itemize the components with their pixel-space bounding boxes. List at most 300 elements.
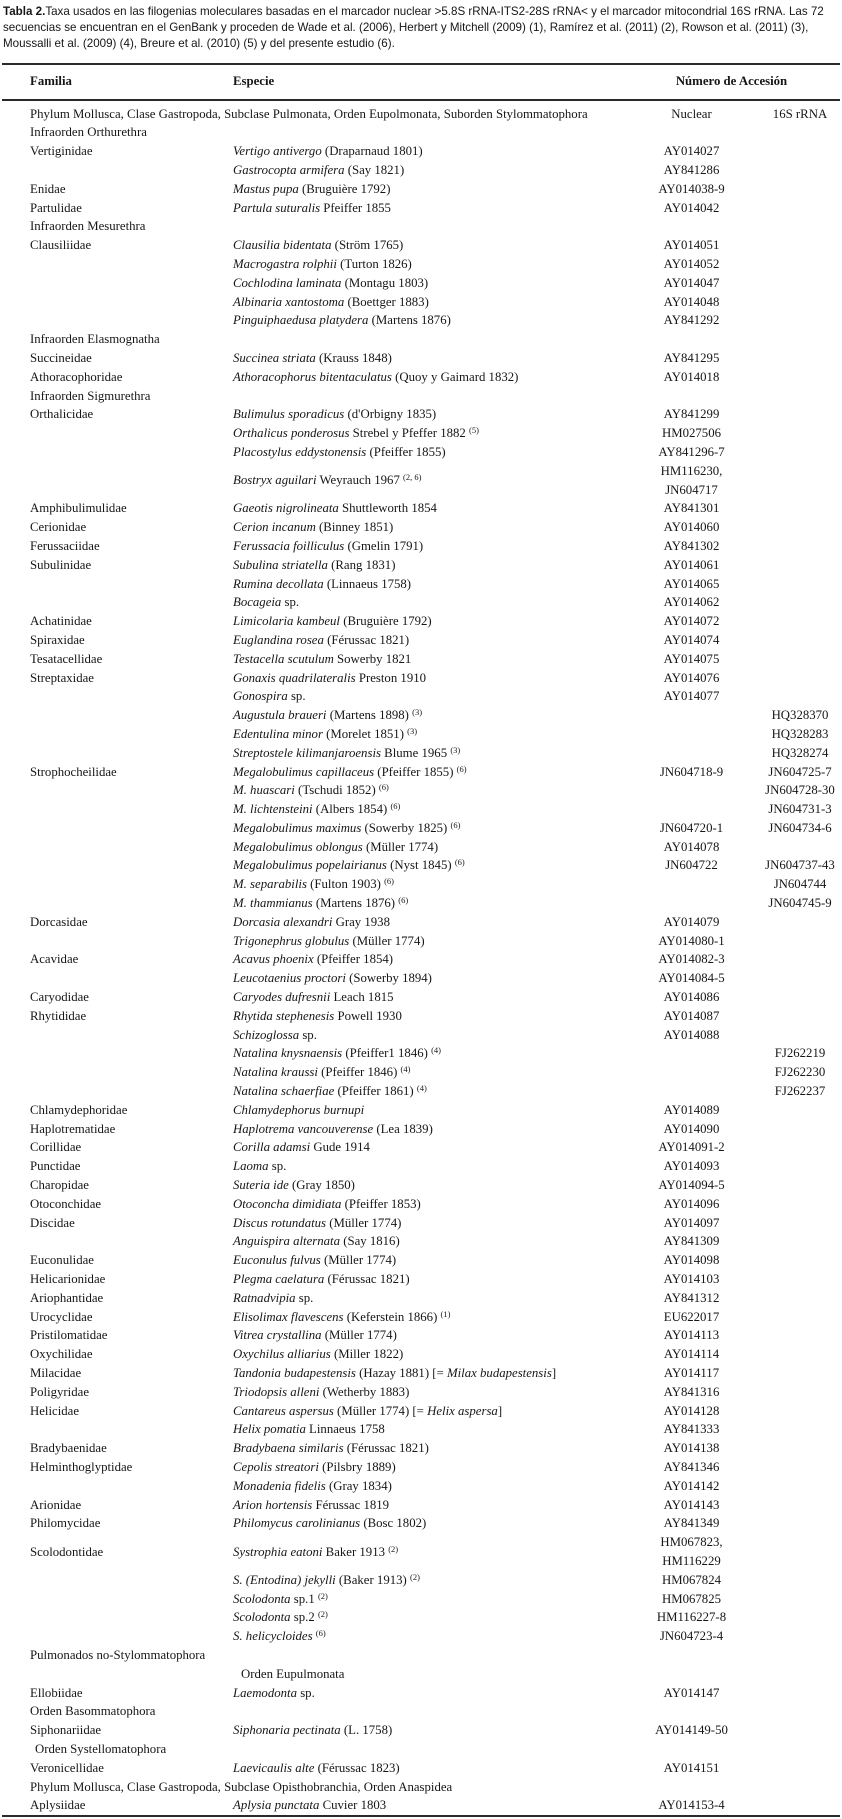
especie-cell [233, 161, 623, 180]
species-author: (Turton 1826) [336, 256, 412, 271]
species-author: (Quoy y Gaimard 1832) [391, 369, 519, 384]
section-row [2, 1702, 840, 1721]
table-row [2, 950, 840, 969]
table-row [2, 1496, 840, 1515]
nuclear-accession-cell [623, 349, 760, 368]
accession-line: JN604720-1 [659, 820, 724, 835]
familia-cell [2, 593, 233, 612]
table-row [2, 1684, 840, 1703]
nuclear-accession-cell [623, 706, 760, 725]
familia-cell: Ariophantidae [30, 1290, 104, 1305]
especie-cell [233, 988, 623, 1007]
table-row [2, 932, 840, 951]
accession-line: AY841333 [663, 1422, 720, 1437]
especie-cell [233, 1496, 623, 1515]
familia-cell [2, 706, 233, 725]
table-row [2, 1214, 840, 1233]
rrna16s-accession-cell [760, 988, 840, 1007]
reference-superscript: (2) [409, 1571, 420, 1582]
accession-line: AY014096 [663, 1196, 720, 1211]
species-author: sp.2 [290, 1610, 318, 1625]
species-author: ] [551, 1366, 557, 1380]
reference-superscript: (3) [407, 725, 418, 736]
nuclear-accession-cell [623, 593, 760, 612]
accession-line: AY014075 [663, 651, 720, 666]
nuclear-accession-cell [623, 293, 760, 312]
table-row [2, 1232, 840, 1251]
accession-line: AY014147 [663, 1685, 720, 1700]
table-row [2, 1439, 840, 1458]
reference-superscript: (5) [469, 425, 479, 436]
especie-cell [233, 1082, 623, 1101]
rrna16s-accession-cell [760, 161, 840, 180]
species-name: Gaeotis nigrolineata [233, 501, 339, 516]
familia-cell: Euconulidae [30, 1253, 94, 1268]
familia-cell [2, 875, 233, 894]
species-author: (Miller 1822) [330, 1347, 404, 1362]
nuclear-accession-cell [623, 499, 760, 518]
rrna16s-accession-cell [760, 800, 840, 819]
table-row [2, 1044, 840, 1063]
familia-cell [2, 687, 233, 706]
especie-cell [233, 894, 623, 913]
table-body [2, 100, 840, 1817]
accession-line: HM067824 [661, 1572, 721, 1587]
table-row [2, 349, 840, 368]
species-name: M. huascari [233, 783, 295, 798]
rrna16s-accession-cell [760, 1120, 840, 1139]
table-row [2, 1458, 840, 1477]
especie-cell [233, 593, 623, 612]
especie-cell [233, 293, 623, 312]
species-name: Milax budapestensis [446, 1366, 552, 1380]
species-name: Albinaria xantostoma [233, 294, 345, 309]
species-name: Bocageia [233, 595, 282, 610]
nuclear-accession-cell [623, 687, 760, 706]
familia-cell: Helicidae [30, 1403, 80, 1418]
nuclear-accession-cell [623, 424, 760, 443]
familia-cell [2, 1026, 233, 1045]
especie-cell [233, 311, 623, 330]
section-row [2, 100, 840, 124]
species-name: Schizoglossa [233, 1027, 300, 1042]
accession-line: AY841296-7 [658, 444, 725, 459]
species-author: sp. [295, 1290, 314, 1305]
especie-cell [233, 781, 623, 800]
nuclear-accession-cell [623, 311, 760, 330]
nuclear-accession-cell [623, 1289, 760, 1308]
accession-line: AY014153-4 [658, 1798, 725, 1813]
nuclear-accession-cell [623, 612, 760, 631]
species-name: Gastrocopta armifera [233, 163, 345, 177]
species-name: S. helicycloides [233, 1629, 313, 1644]
accession-line: FJ262219 [774, 1046, 826, 1061]
especie-cell [233, 1439, 623, 1458]
table-row [2, 1627, 840, 1646]
species-author: sp. [281, 595, 300, 610]
especie-cell [233, 1214, 623, 1233]
reference-superscript: (6) [315, 1628, 326, 1639]
species-name: Triodopsis alleni [233, 1384, 320, 1399]
rrna16s-accession-cell [760, 236, 840, 255]
nuclear-accession-cell [623, 1251, 760, 1270]
accession-line: HQ328370 [771, 708, 829, 723]
species-author: (Gray 1834) [325, 1478, 392, 1493]
column-header-accession: Número de Accesión [623, 64, 840, 100]
species-name: Discus rotundatus [233, 1215, 327, 1230]
accession-line: AY014097 [663, 1215, 720, 1230]
species-author: (Say 1821) [344, 163, 405, 177]
table-row [2, 199, 840, 218]
table-row [2, 781, 840, 800]
especie-cell [233, 1251, 623, 1270]
species-author: (Müller 1774) [321, 1328, 397, 1343]
accession-line: AY841312 [663, 1290, 720, 1305]
accession-line: HM116229 [662, 1553, 721, 1568]
accession-line: HM116230, [660, 463, 723, 478]
especie-cell [233, 575, 623, 594]
especie-cell [233, 1759, 623, 1778]
table-row [2, 800, 840, 819]
rrna16s-accession-cell [760, 1289, 840, 1308]
familia-cell: Caryodidae [30, 990, 89, 1005]
accession-line: HQ328283 [771, 726, 829, 741]
accession-line: AY014151 [663, 1760, 720, 1775]
species-name: Caryodes dufresnii [233, 990, 331, 1005]
especie-cell [233, 1120, 623, 1139]
especie-cell [233, 199, 623, 218]
nuclear-accession-cell [623, 1533, 760, 1571]
species-author: Gude 1914 [310, 1140, 370, 1155]
nuclear-accession-cell [623, 781, 760, 800]
nuclear-accession-cell [623, 1214, 760, 1233]
rrna16s-accession-cell [760, 725, 840, 744]
accession-line: AY014128 [663, 1403, 720, 1418]
rrna16s-accession-cell [760, 1082, 840, 1101]
reference-superscript: (2) [317, 1590, 328, 1601]
especie-cell [233, 1402, 623, 1421]
species-name: Megalobulimus popelairianus [233, 858, 387, 873]
rrna16s-accession-cell [760, 1176, 840, 1195]
table-row [2, 913, 840, 932]
table-row [2, 1721, 840, 1740]
especie-cell [233, 1138, 623, 1157]
accession-line: AY014103 [663, 1272, 720, 1287]
species-name: Megalobulimus capillaceus [233, 764, 375, 779]
rrna16s-accession-cell [760, 1138, 840, 1157]
especie-cell [233, 1627, 623, 1646]
species-name: Subulina striatella [233, 557, 328, 572]
table-caption-text: Taxa usados en las filogenias moleculares basadas en el marcador nuclear >5.8S rRNA-ITS2-28S rRNA< y el marcador mitocondrial 16S rRNA. Las 72 secuencias se encuentran en el GenBank y proceden de Wade et al. (2006), Herbert y Mitchell (2009) (1), Ramírez et al. (2011) (2), Rowson et al. (2011) (3), Moussalli et al. (2009) (4), Breure et al. (2010) (5) y del presente estudio (6). [3, 5, 824, 51]
familia-cell [2, 819, 233, 838]
especie-cell [233, 368, 623, 387]
species-name: Placostylus eddystonensis [233, 444, 367, 459]
familia-cell: Succineidae [30, 350, 92, 365]
reference-superscript: (2) [388, 1543, 399, 1554]
accession-line: JN604744 [773, 877, 827, 892]
species-name: Megalobulimus maximus [233, 820, 362, 835]
reference-superscript: (4) [416, 1083, 427, 1094]
especie-cell [233, 1420, 623, 1439]
especie-cell [233, 537, 623, 556]
accession-line: AY014088 [663, 1027, 720, 1042]
nuclear-accession-cell [623, 631, 760, 650]
nuclear-accession-cell [623, 1157, 760, 1176]
especie-cell [233, 631, 623, 650]
species-name: M. separabilis [233, 877, 307, 892]
species-name: Augustula braueri [233, 708, 327, 723]
table-row [2, 838, 840, 857]
species-author: (d'Orbigny 1835) [344, 407, 437, 422]
rrna16s-accession-cell [760, 781, 840, 800]
table-row [2, 1420, 840, 1439]
rrna16s-accession-cell [760, 913, 840, 932]
rrna16s-accession-cell [760, 1214, 840, 1233]
familia-cell: Pristilomatidae [30, 1328, 108, 1343]
nuclear-accession-cell [623, 1590, 760, 1609]
accession-line: AY014074 [663, 632, 720, 647]
rrna16s-accession-cell [760, 1232, 840, 1251]
especie-cell [233, 1157, 623, 1176]
section-row [2, 123, 840, 142]
species-name: Siphonaria pectinata [233, 1723, 341, 1738]
species-author: (Boettger 1883) [344, 294, 429, 309]
species-name: Ratnadvipia [233, 1290, 296, 1305]
rrna16s-accession-cell [760, 1796, 840, 1816]
familia-cell [2, 838, 233, 857]
familia-cell: Acavidae [30, 952, 79, 967]
species-author: (Keferstein 1866) [343, 1309, 441, 1324]
nuclear-accession-cell [623, 462, 760, 500]
species-name: Vitrea crystallina [233, 1328, 322, 1343]
nuclear-accession-cell [623, 744, 760, 763]
species-name: Megalobulimus oblongus [233, 839, 363, 854]
table-row [2, 1590, 840, 1609]
rrna16s-accession-cell [760, 537, 840, 556]
table-row [2, 1364, 840, 1383]
nuclear-accession-cell [623, 236, 760, 255]
species-author: Strebel y Pfeffer 1882 [349, 426, 470, 441]
species-name: Athoracophorus bitentaculatus [233, 369, 392, 384]
rrna16s-accession-cell [760, 1063, 840, 1082]
table-row [2, 424, 840, 443]
species-name: Natalina knysnaensis [233, 1046, 343, 1061]
reference-superscript: (2) [317, 1609, 328, 1620]
familia-cell [2, 311, 233, 330]
species-author: (Lea 1839) [373, 1121, 433, 1136]
nuclear-accession-cell [623, 894, 760, 913]
species-name: Orthalicus ponderosus [233, 426, 350, 441]
species-name: Edentulina minor [233, 726, 323, 741]
species-name: S. (Entodina) jekylli [233, 1572, 336, 1587]
rrna16s-accession-cell [760, 1420, 840, 1439]
species-name: Elisolimax flavescens [233, 1309, 344, 1324]
rrna16s-accession-cell [760, 518, 840, 537]
especie-cell [233, 744, 623, 763]
accession-line: AY014038-9 [658, 181, 725, 196]
familia-cell: Streptaxidae [30, 670, 94, 685]
header-row [2, 64, 840, 100]
table-row [2, 537, 840, 556]
table-row [2, 650, 840, 669]
nuclear-accession-cell [623, 1120, 760, 1139]
species-name: Monadenia fidelis [233, 1478, 326, 1493]
table-row [2, 988, 840, 1007]
table-row [2, 593, 840, 612]
table-row [2, 1383, 840, 1402]
accession-line: AY841346 [663, 1459, 720, 1474]
especie-cell [233, 669, 623, 688]
rrna16s-accession-cell [760, 1684, 840, 1703]
rrna16s-accession-cell [760, 142, 840, 161]
species-author: (Linnaeus 1758) [323, 576, 412, 591]
nuclear-accession-cell [623, 1571, 760, 1590]
accession-line: AY014078 [663, 839, 720, 854]
rrna16s-accession-cell [760, 443, 840, 462]
species-author: (Férussac 1821) [324, 1272, 410, 1287]
species-name: Dorcasia alexandri [233, 914, 333, 929]
accession-line: AY014065 [663, 576, 720, 591]
reference-superscript: (6) [450, 819, 461, 830]
accession-line: AY014142 [663, 1478, 720, 1493]
familia-cell: Achatinidae [30, 614, 92, 629]
accession-line: AY014149-50 [655, 1723, 728, 1738]
accession-line: AY841302 [663, 538, 720, 553]
table-row [2, 293, 840, 312]
accession-line: AY014084-5 [658, 971, 725, 986]
species-name: Haplotrema vancouverense [233, 1121, 374, 1136]
nuclear-accession-cell [623, 1308, 760, 1327]
rrna16s-accession-cell [760, 612, 840, 631]
accession-line: AY014051 [663, 238, 720, 253]
species-author: (Albers 1854) [312, 802, 391, 817]
rrna16s-accession-cell [760, 744, 840, 763]
especie-cell [233, 1684, 623, 1703]
reference-superscript: (4) [431, 1045, 442, 1056]
especie-cell [233, 1364, 623, 1383]
rrna16s-accession-cell [760, 1157, 840, 1176]
familia-cell: Clausiliidae [30, 238, 92, 253]
accession-line: AY841309 [663, 1234, 720, 1249]
table-row [2, 161, 840, 180]
species-author: (Martens 1876) [312, 896, 399, 911]
familia-cell: Philomycidae [30, 1516, 101, 1531]
table-row [2, 612, 840, 631]
familia-cell: Aplysiidae [2, 1796, 233, 1816]
familia-cell [2, 744, 233, 763]
nuclear-accession-cell [623, 969, 760, 988]
species-author: Cuvier 1803 [319, 1798, 387, 1813]
table-row [2, 744, 840, 763]
especie-cell [233, 1796, 623, 1816]
nuclear-accession-cell [623, 1176, 760, 1195]
accession-line: AY014072 [663, 614, 720, 629]
accession-line: AY014114 [663, 1347, 720, 1362]
section-row [2, 1665, 840, 1684]
nuclear-accession-cell [623, 1195, 760, 1214]
species-name: Macrogastra rolphii [233, 256, 337, 271]
rrna16s-accession-cell [760, 1721, 840, 1740]
rrna16s-accession-cell [760, 1759, 840, 1778]
rrna16s-accession-cell [760, 199, 840, 218]
accession-line: AY014089 [663, 1102, 720, 1117]
nuclear-accession-cell [623, 405, 760, 424]
species-name: Bulimulus sporadicus [233, 407, 345, 422]
rrna16s-accession-cell [760, 575, 840, 594]
familia-cell: Spiraxidae [30, 632, 85, 647]
table-header [2, 64, 840, 100]
table-row [2, 1026, 840, 1045]
table-row [2, 1120, 840, 1139]
species-name: Euglandina rosea [233, 632, 324, 647]
nuclear-accession-cell [623, 1101, 760, 1120]
familia-cell: Rhytididae [30, 1008, 87, 1023]
familia-cell [2, 462, 233, 500]
especie-cell [233, 706, 623, 725]
especie-cell [233, 913, 623, 932]
accession-line: JN604722 [665, 858, 718, 873]
species-author: (Pfeiffer 1861) [334, 1084, 417, 1099]
species-name: Aplysia punctata [233, 1798, 320, 1813]
table-row [2, 1326, 840, 1345]
table-row [2, 969, 840, 988]
rrna16s-accession-cell [760, 311, 840, 330]
rrna16s-accession-cell [760, 1402, 840, 1421]
species-name: Arion hortensis [233, 1497, 313, 1512]
phylum-span-label: Phylum Mollusca, Clase Gastropoda, Subclase Opisthobranchia, Orden Anaspidea [30, 1779, 453, 1794]
rrna16s-accession-cell [760, 1195, 840, 1214]
accession-line: AY014027 [663, 144, 720, 159]
familia-cell: Helminthoglyptidae [30, 1459, 133, 1474]
species-author: sp. [268, 1159, 287, 1174]
familia-cell: Charopidae [30, 1178, 89, 1193]
species-name: Laoma [233, 1159, 269, 1174]
species-name: Bradybaena similaris [233, 1441, 344, 1456]
familia-cell: Haplotrematidae [30, 1121, 116, 1136]
section-row [2, 1740, 840, 1759]
familia-cell [2, 1420, 233, 1439]
rrna16s-accession-cell [760, 856, 840, 875]
familia-cell: Chlamydephoridae [30, 1102, 128, 1117]
nuclear-accession-cell [623, 1326, 760, 1345]
familia-cell [2, 161, 233, 180]
table-row [2, 856, 840, 875]
table-row [2, 1195, 840, 1214]
species-name: M. thammianus [233, 896, 313, 911]
species-author: (Müller 1774) [349, 933, 425, 948]
species-author: (Férussac 1821) [323, 632, 410, 647]
rrna16s-accession-cell [760, 1571, 840, 1590]
familia-cell: Enidae [30, 181, 66, 196]
species-name: Vertigo antivergo [233, 144, 322, 159]
accession-line: JN604745-9 [768, 896, 832, 911]
accession-line: AY014091-2 [658, 1140, 725, 1155]
table-row [2, 819, 840, 838]
table-row [2, 142, 840, 161]
familia-cell: Punctidae [30, 1159, 81, 1174]
species-name: Rhytida stephenesis [233, 1008, 335, 1023]
species-name: Acavus phoenix [233, 952, 314, 967]
species-author: (Müller 1774) [326, 1215, 402, 1230]
rrna16s-accession-cell [760, 950, 840, 969]
species-name: Natalina schaerfiae [233, 1084, 335, 1099]
section-label: Infraorden Mesurethra [30, 219, 146, 234]
accession-line: AY014093 [663, 1159, 720, 1174]
nuclear-accession-cell [623, 518, 760, 537]
familia-cell: Urocyclidae [30, 1309, 93, 1324]
table-row [2, 499, 840, 518]
familia-cell [2, 1590, 233, 1609]
